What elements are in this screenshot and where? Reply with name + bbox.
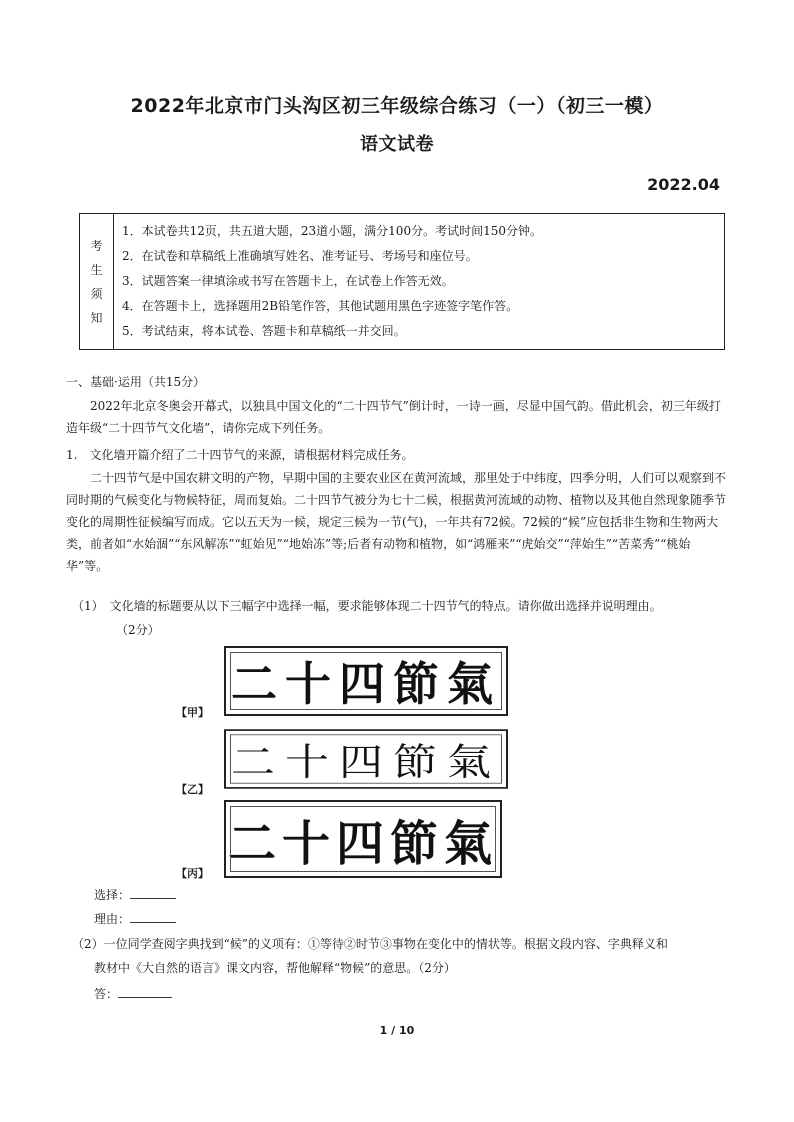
reason-blank[interactable] [130,910,176,923]
calligraphy-text: 二十四節氣 [231,657,501,711]
page-number: 1 / 10 [379,1024,415,1037]
notice-item: 3．试题答案一律填涂或书写在答题卡上，在试卷上作答无效。 [122,274,454,288]
answer-label: 答： [94,987,119,1001]
choice-blank[interactable] [130,886,176,899]
notice-items [122,219,718,344]
exam-date: 2022.04 [647,175,720,194]
notice-item: 4．在答题卡上，选择题用2B铅笔作答，其他试题用黑色字迹签字笔作答。 [122,299,519,313]
notice-label-char: 考 [90,238,103,253]
task-1: 1. 文化墙开篇介绍了二十四节气的来源，请根据材料完成任务。 [66,448,414,462]
choice-line [94,884,176,906]
reason-line [94,908,176,930]
notice-item: 5．考试结束，将本试卷、答题卡和草稿纸一并交回。 [122,324,406,338]
question-2-line-1: （2）一位同学查阅字典找到“候”的义项有：①等待②时节③事物在变化中的情状等。根据文段内容、字典释义和 [72,937,668,951]
reason-label: 理由： [94,912,131,926]
passage-paragraph: 二十四节气是中国农耕文明的产物，早期中国的主要农业区在黄河流域，那里处于中纬度，四季分明，人们可以观察到不同时期的气候变化与物候特征，周而复始。二十四节气被分为七十二候，根据黄河流域的动物、植物以及其他自然现象随季节变化的周期性征候编写而成。它以五天为一候，规定三候为一节(气)，一年共有72候。72候的“候”应包括非生物和生物两大类，前者如“水始涸”“东风解冻”“虹始见”“地始冻”等;后者有动物和植物，如“鸿雁来”“虎始交”“萍始生”“苦菜秀”“桃始华”等。 [66,471,727,573]
calligraphy-text: 二十四節氣 [227,815,498,872]
label-yi: 【乙】 [176,783,209,796]
notice-label-char: 须 [90,286,103,301]
calligraphy-jia [224,646,508,716]
calligraphy-yi [224,729,508,789]
notice-label-char: 知 [90,310,103,325]
question-1-points: （2分） [116,623,160,637]
question-2-line-2: 教材中《大自然的语言》课文内容，帮他解释“物候”的意思。（2分） [94,961,456,975]
choice-label: 选择： [94,888,131,902]
label-jia: 【甲】 [176,706,209,719]
answer-line [94,983,172,1005]
notice-item: 2．在试卷和草稿纸上准确填写姓名、准考证号、考场号和座位号。 [122,249,478,263]
page-subtitle: 语文试卷 [360,134,434,155]
notice-label [80,214,114,349]
question-1: （1） 文化墙的标题要从以下三幅字中选择一幅，要求能够体现二十四节气的特点。请你做出选择并说明理由。 [72,599,662,613]
section-heading: 一、基础·运用（共15分） [66,375,206,389]
page-title: 2022年北京市门头沟区初三年级综合练习（一）（初三一模） [130,95,664,117]
calligraphy-text: 二十四節氣 [231,741,501,785]
answer-blank[interactable] [118,985,172,998]
notice-box [79,213,725,350]
calligraphy-bing [224,800,502,878]
label-bing: 【丙】 [176,867,209,880]
notice-item: 1．本试卷共12页，共五道大题，23道小题，满分100分。考试时间150分钟。 [122,224,542,238]
intro-paragraph: 2022年北京冬奥会开幕式，以独具中国文化的“二十四节气”倒计时，一诗一画，尽显中国气韵。借此机会，初三年级打造年级“二十四节气文化墙”，请你完成下列任务。 [66,399,721,435]
notice-label-char: 生 [90,262,103,277]
